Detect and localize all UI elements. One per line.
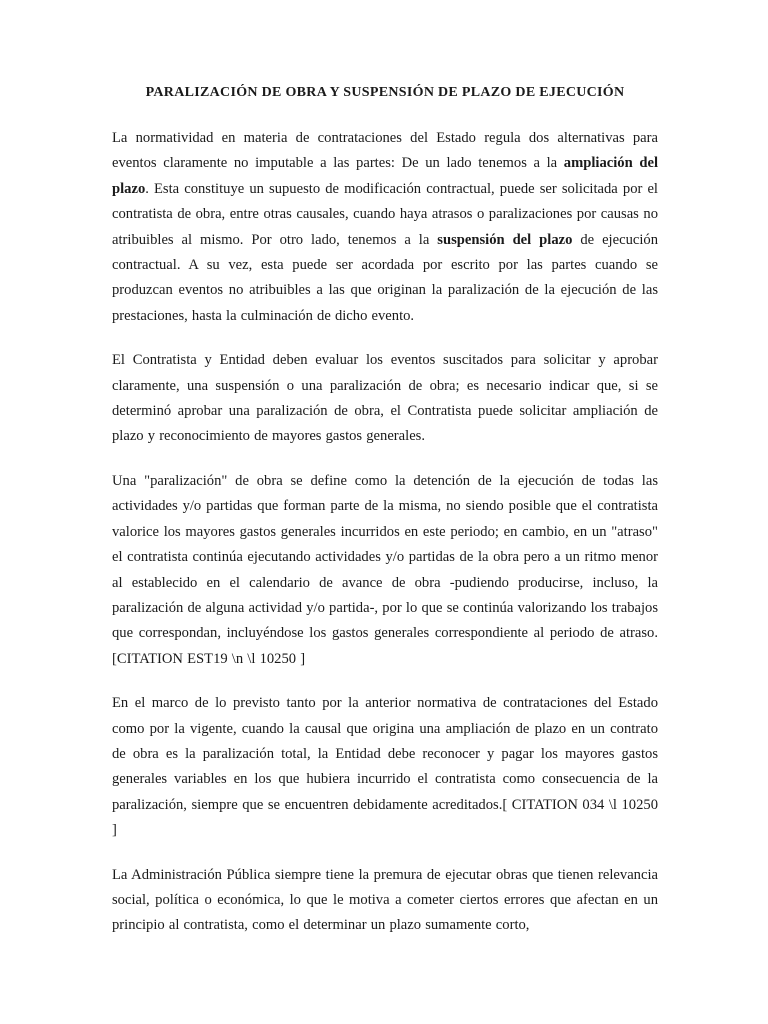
paragraph-5: La Administración Pública siempre tiene la premura de ejecutar obras que tienen relevancia social, política o económica, lo que le motiva a cometer ciertos errores que afectan en un principio al contratista, como el determinar un plazo sumamente corto, [112,866,658,934]
term-suspension-del-plazo: suspensión del plazo [437,231,573,248]
paragraph-3: Una "paralización" de obra se define como la detención de la ejecución de todas las actividades y/o partidas que forman parte de la misma, no siendo posible que el contratista valorice los mayores gastos generales incurridos en este periodo; en cambio, en un "atraso" el contratista continúa ejecutando actividades y/o partidas de la obra pero a un ritmo menor al establecido en el calendario de avance de obra -pudiendo producirse, incluso, la paralización de alguna actividad y/o partida-, por lo que se continúa valorizando los trabajos que correspondan, incluyéndose los gastos generales correspondiente al periodo de atraso.[CITATION EST19 \n \l 10250 ] [112,472,658,667]
paragraph-2: El Contratista y Entidad deben evaluar los eventos suscitados para solicitar y aprobar claramente, una suspensión o una paralización de obra; es necesario indicar que, si se determinó aprobar una paralización de obra, el Contratista puede solicitar ampliación de plazo y reconocimiento de mayores gastos generales. [112,352,658,445]
paragraph-1-text-a: La normatividad en materia de contrataciones del Estado regula dos alternativas para eventos claramente no imputable a las partes: De un lado tenemos a la [112,130,658,172]
paragraph-1-text-c: de ejecución contractual. A su vez, esta puede ser acordada por escrito por las partes cuando se produzcan eventos no atribuibles a las que originan la paralización de la ejecución de las prestaciones, hasta la culminación de dicho evento. [112,231,658,324]
document-page [112,84,658,958]
paragraph-1-text-b: . Esta constituye un supuesto de modificación contractual, puede ser solicitada por el contratista de obra, entre otras causales, cuando haya atrasos o paralizaciones por causas no atribuibles al mismo. Por otro lado, tenemos a la [112,180,658,248]
term-ampliacion-del-plazo: ampliación del plazo [112,155,659,197]
paragraph-1 [112,126,658,329]
document-title: PARALIZACIÓN DE OBRA Y SUSPENSIÓN DE PLAZO DE EJECUCIÓN [145,85,625,100]
paragraph-4: En el marco de lo previsto tanto por la anterior normativa de contrataciones del Estado como por la vigente, cuando la causal que origina una ampliación de plazo en un contrato de obra es la paralización total, la Entidad debe reconocer y pagar los mayores gastos generales variables en los que hubiera incurrido el contratista como consecuencia de la paralización, siempre que se encuentren debidamente acreditados.[ CITATION 034 \l 10250 ] [112,695,658,839]
